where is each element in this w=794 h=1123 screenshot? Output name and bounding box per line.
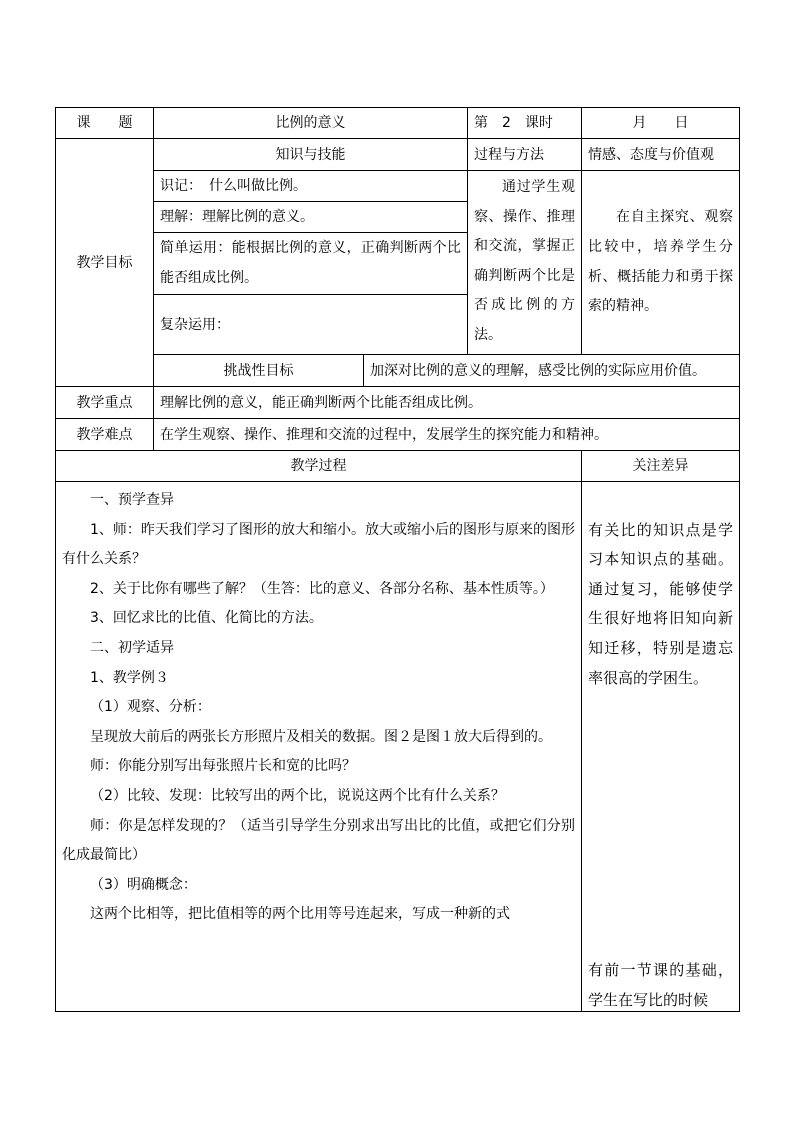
goals-label: 教学目标 [56, 139, 154, 387]
goal-process-cell [468, 171, 582, 355]
goals-col-knowledge: 知识与技能 [154, 139, 468, 171]
process-paragraph: 1、师：昨天我们学习了图形的放大和缩小。放大或缩小后的图形与原来的图形有什么关系？ [62, 521, 575, 568]
lesson-plan-table [55, 107, 740, 1012]
goal-emotion-cell [582, 171, 740, 355]
process-paragraph: 1、教学例３ [90, 669, 169, 686]
process-paragraph: 师：你是怎样发现的？（适当引导学生分别求出写出比的比值，或把它们分别化成最简比） [62, 817, 575, 864]
process-paragraph: 二、初学适异 [90, 639, 174, 656]
diff-note-1: 有关比的知识点是学习本知识点的基础。通过复习，能够使学生很好地将旧知向新知迁移，特别是遗忘率很高的学困生。 [588, 520, 733, 687]
process-body [56, 482, 582, 1012]
process-paragraph: （1）观察、分析： [90, 699, 211, 716]
diff-note-2: 有前一节课的基础，学生在写比的时候 [588, 961, 733, 1009]
goal-recall: 识记： 什么叫做比例。 [154, 171, 468, 202]
goal-understand: 理解：理解比例的意义。 [154, 202, 468, 233]
goals-col-process: 过程与方法 [468, 139, 582, 171]
process-paragraph: （2）比较、发现：比较写出的两个比，说说这两个比有什么关系？ [90, 787, 505, 804]
goal-simple-use [154, 233, 468, 295]
goals-col-emotion: 情感、态度与价值观 [582, 139, 740, 171]
challenge-text: 加深对比例的意义的理解，感受比例的实际应用价值。 [364, 355, 740, 387]
goal-emotion-text: 在自主探究、观察比较中，培养学生分析、概括能力和勇于探索的精神。 [588, 209, 733, 315]
process-paragraph: 呈现放大前后的两张长方形照片及相关的数据。图２是图１放大后得到的。 [90, 728, 552, 745]
key-point-label: 教学重点 [56, 387, 154, 419]
process-paragraph: 师：你能分别写出每张照片长和宽的比吗？ [90, 758, 356, 775]
process-paragraph: 3、回忆求比的比值、化简比的方法。 [90, 610, 323, 627]
difficulty-text: 在学生观察、操作、推理和交流的过程中，发展学生的探究能力和精神。 [154, 419, 740, 451]
process-paragraph: 2、关于比你有哪些了解？（生答：比的意义、各部分名称、基本性质等。） [90, 580, 554, 597]
diff-body [582, 482, 740, 1012]
goal-simple-use-text: 简单运用：能根据比例的意义，正确判断两个比能否组成比例。 [160, 239, 461, 286]
goal-complex-use: 复杂运用： [154, 295, 468, 355]
lesson-period: 第 2 课时 [468, 108, 582, 139]
lesson-title: 比例的意义 [154, 108, 468, 139]
goal-process-text: 通过学生观察、操作、推理和交流，掌握正确判断两个比是否成比例的方法。 [474, 179, 575, 343]
process-paragraph: 一、预学查异 [90, 492, 174, 508]
process-paragraph: 这两个比相等，把比值相等的两个比用等号连起来，写成一种新的式 [90, 906, 510, 923]
key-point-text: 理解比例的意义，能正确判断两个比能否组成比例。 [154, 387, 740, 419]
lesson-date: 月 日 [582, 108, 740, 139]
process-paragraph: （3）明确概念： [90, 876, 197, 893]
diff-col-header: 关注差异 [582, 451, 740, 482]
process-col-header: 教学过程 [56, 451, 582, 482]
subject-label: 课 题 [56, 108, 154, 139]
challenge-label: 挑战性目标 [154, 355, 364, 387]
difficulty-label: 教学难点 [56, 419, 154, 451]
